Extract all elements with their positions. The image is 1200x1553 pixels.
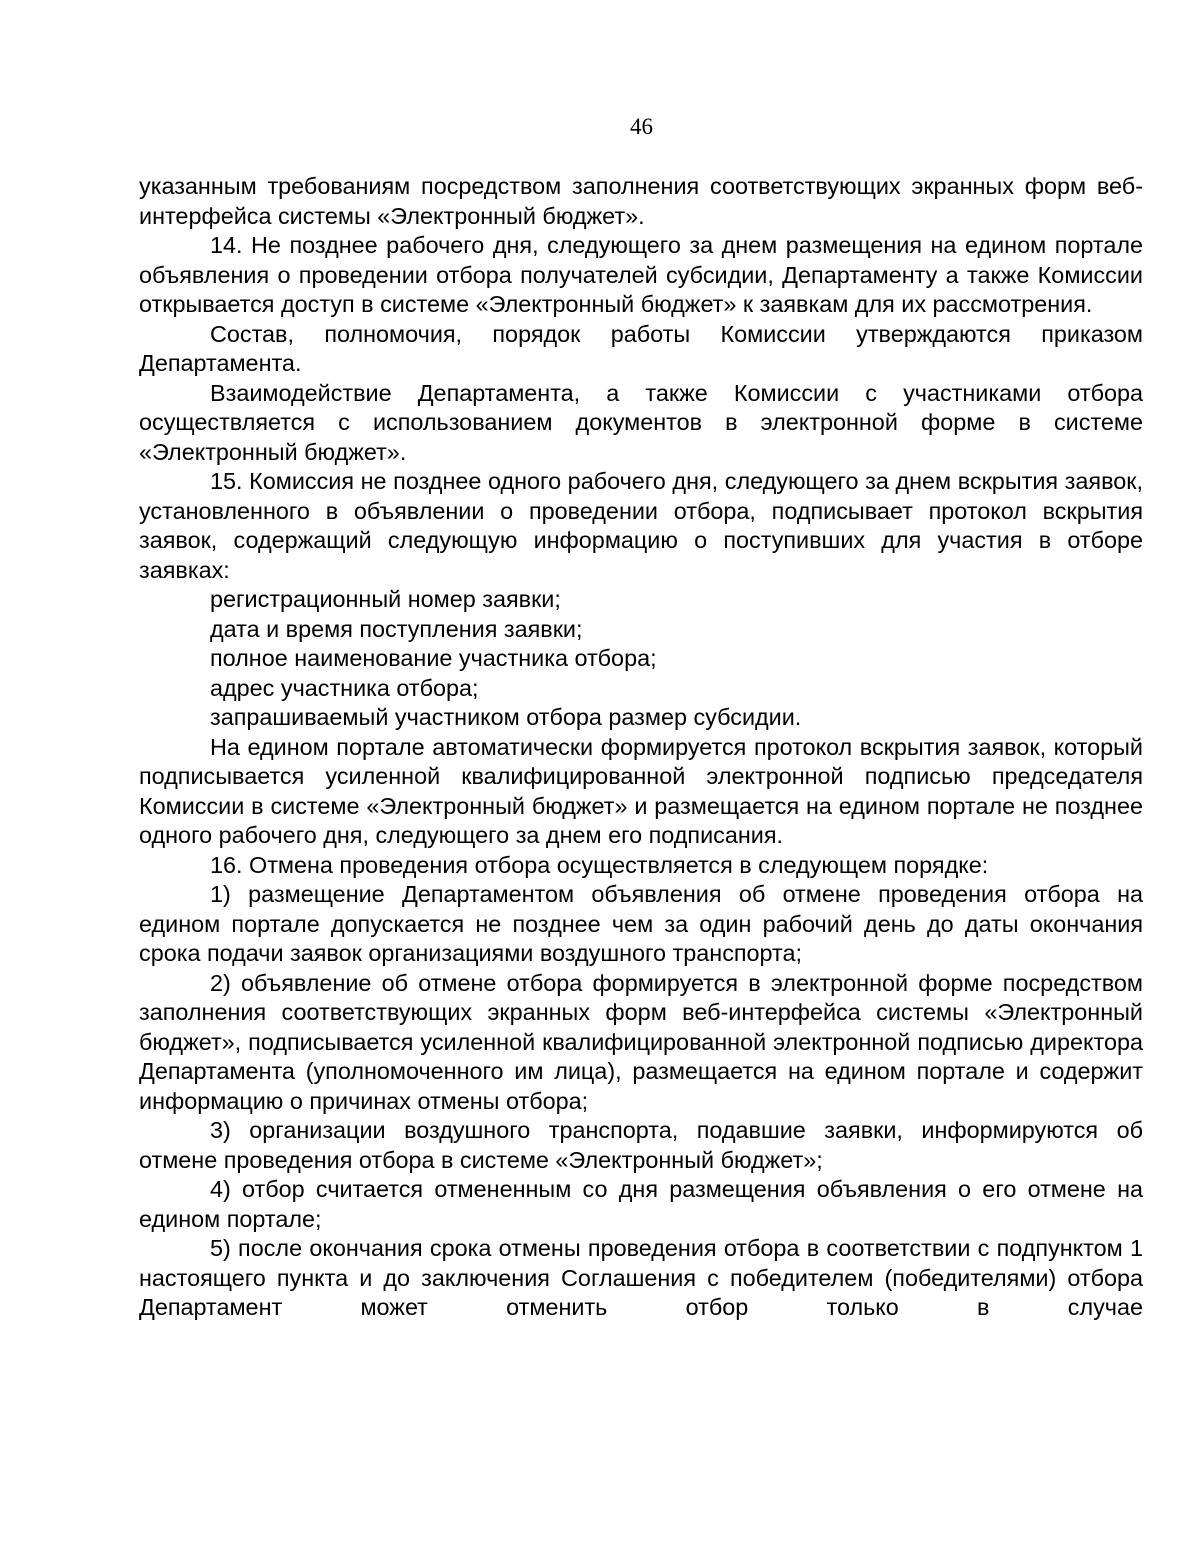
paragraph-16-item-3: 3) организации воздушного транспорта, подавшие заявки, информируются об отмене проведения отбора в системе «Электронный бюджет»; — [139, 1117, 1143, 1173]
paragraph-15: 15. Комиссия не позднее одного рабочего дня, следующего за днем вскрытия заявок, установленного в объявлении о проведении отбора, подписывает протокол вскрытия заявок, содержащий следующую информацию о поступивших для участия в отборе заявках: — [139, 468, 1143, 583]
paragraph-protocol: На едином портале автоматически формируется протокол вскрытия заявок, который подписывается усиленной квалифицированной электронной подписью председателя Комиссии в системе «Электронный бюджет» и размещается на едином портале не позднее одного рабочего дня, следующего за днем его подписания. — [139, 733, 1143, 848]
list-item-registration-number: регистрационный номер заявки; — [210, 586, 561, 612]
list-item-subsidy-amount: запрашиваемый участником отбора размер субсидии. — [210, 704, 802, 730]
paragraph-interaction: Взаимодействие Департамента, а также Комиссии с участниками отбора осуществляется с использованием документов в электронной форме в системе «Электронный бюджет». — [139, 379, 1143, 465]
paragraph-commission-composition: Состав, полномочия, порядок работы Комиссии утверждаются приказом Департамента. — [139, 320, 1143, 376]
paragraph-16: 16. Отмена проведения отбора осуществляется в следующем порядке: — [210, 851, 989, 878]
list-item-full-name: полное наименование участника отбора; — [210, 645, 657, 671]
paragraph-14: 14. Не позднее рабочего дня, следующего за днем размещения на едином портале объявления о проведении отбора получателей субсидии, Департаменту а также Комиссии открывается доступ в системе «Электронный бюджет» к заявкам для их рассмотрения. — [139, 232, 1143, 317]
list-item-address: адрес участника отбора; — [210, 674, 479, 701]
paragraph-16-item-2: 2) объявление об отмене отбора формируется в электронной форме посредством заполнения соответствующих экранных форм веб-интерфейса системы «Электронный бюджет», подписывается усиленной квалифицированной электронной подписью директора Департамента (уполномоченного им лица), размещается на едином портале и содержит информацию о причинах отмены отбора; — [139, 969, 1143, 1114]
paragraph-16-item-5: 5) после окончания срока отмены проведения отбора в соответствии с подпунктом 1 настоящего пункта и до заключения Соглашения с победителем (победителями) отбора Департамент может отменить отбор только в случае — [139, 1235, 1143, 1320]
list-item-date-time: дата и время поступления заявки; — [210, 615, 583, 642]
paragraph-16-item-4: 4) отбор считается отмененным со дня размещения объявления о его отмене на едином портале; — [139, 1176, 1143, 1232]
page-number: 46 — [630, 114, 653, 139]
paragraph-16-item-1: 1) размещение Департаментом объявления об отмене проведения отбора на едином портале допускается не позднее чем за один рабочий день до даты окончания срока подачи заявок организациями воздушного транспорта; — [139, 881, 1143, 966]
document-body — [139, 172, 1143, 1323]
paragraph-continuation: указанным требованиям посредством заполнения соответствующих экранных форм веб-интерфейса системы «Электронный бюджет». — [139, 173, 1143, 229]
